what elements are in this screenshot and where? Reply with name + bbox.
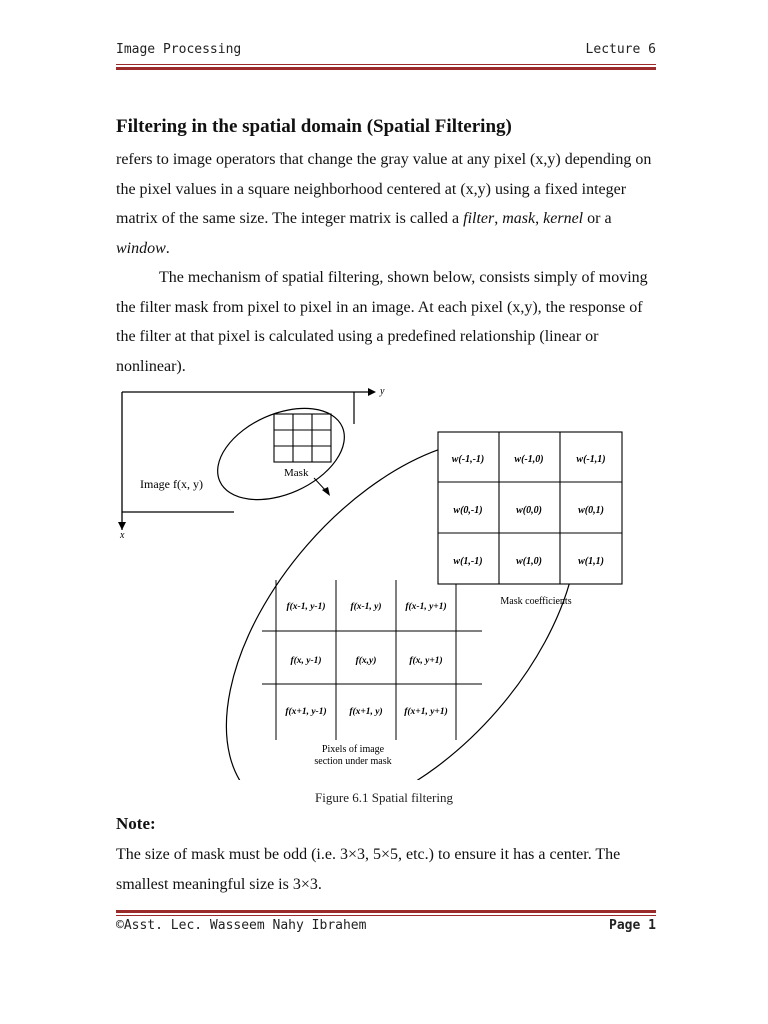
footer-page-number: Page 1 [609, 918, 656, 933]
term-filter: filter [463, 210, 495, 227]
note-text: The size of mask must be odd (i.e. 3×3, 5×5, etc.) to ensure it has a center. The smallest meaningful size is 3×3. [116, 846, 621, 893]
coefficient-cell: w(-1,-1) [451, 454, 485, 465]
page-footer [116, 918, 656, 933]
term-window: window [116, 239, 166, 257]
pixel-cell: f(x-1, y+1) [405, 602, 447, 612]
y-axis-label: y [380, 386, 385, 397]
term-mask: mask [502, 210, 536, 227]
header-lecture: Lecture 6 [585, 42, 656, 57]
pixel-cell: f(x,y) [355, 656, 377, 666]
y-axis-arrow [368, 388, 376, 396]
term-kernel: kernel [543, 210, 584, 227]
figure-caption: Figure 6.1 Spatial filtering [315, 790, 453, 805]
x-axis-label: x [120, 530, 125, 541]
mask-label: Mask [284, 467, 309, 479]
coefficient-cell: w(-1,0) [514, 454, 544, 465]
pixel-cell: f(x-1, y-1) [286, 602, 326, 612]
pixel-cell: f(x-1, y) [350, 602, 382, 612]
page-header [116, 42, 656, 57]
coefficient-cell: w(-1,1) [576, 454, 606, 465]
pixel-cell: f(x, y-1) [290, 656, 322, 666]
section-title: Filtering in the spatial domain (Spatial Filtering) [116, 116, 512, 137]
x-axis-arrow [118, 522, 126, 530]
small-mask-grid [274, 414, 331, 462]
header-course: Image Processing [116, 42, 242, 57]
pixel-cell: f(x, y+1) [409, 656, 443, 666]
coefficient-cell: w(1,0) [516, 556, 542, 567]
footer-author: ©Asst. Lec. Wasseem Nahy Ibrahem [116, 918, 367, 933]
footer-rule [116, 910, 656, 916]
mask-coefficients-caption: Mask coefficients [500, 596, 572, 607]
pixel-caption-line1: Pixels of image [321, 744, 385, 755]
coefficient-cell: w(1,-1) [453, 556, 483, 567]
coefficient-cell: w(0,1) [578, 505, 604, 516]
coefficient-cell: w(0,-1) [453, 505, 483, 516]
image-label: Image f(x, y) [140, 477, 203, 491]
note-heading: Note: [116, 814, 156, 833]
pixel-caption-line2: section under mask [314, 756, 392, 767]
pixel-cell: f(x+1, y+1) [404, 707, 448, 717]
pixel-cell: f(x+1, y-1) [285, 707, 327, 717]
pixel-cell: f(x+1, y) [349, 707, 383, 717]
spatial-filtering-figure [116, 380, 636, 780]
header-rule [116, 64, 656, 70]
mask-ellipse [204, 390, 359, 518]
paragraph-mechanism: The mechanism of spatial filtering, shown below, consists simply of moving the filter mask from pixel to pixel in an image. At each pixel (x,y), the response of the filter at that pixel is calculated using a predefined relationship (linear or nonlinear). [116, 269, 648, 375]
pixel-labels [285, 601, 447, 717]
coefficient-cell: w(1,1) [578, 556, 604, 567]
coefficient-cell: w(0,0) [516, 505, 542, 516]
paragraph-definition: refers to image operators that change the gray value at any pixel (x,y) depending on the pixel values in a square neighborhood centered at (x,y) using a fixed integer matrix of the same size. The integer matrix is called a filter, mask, kernel or a window. [116, 151, 652, 257]
